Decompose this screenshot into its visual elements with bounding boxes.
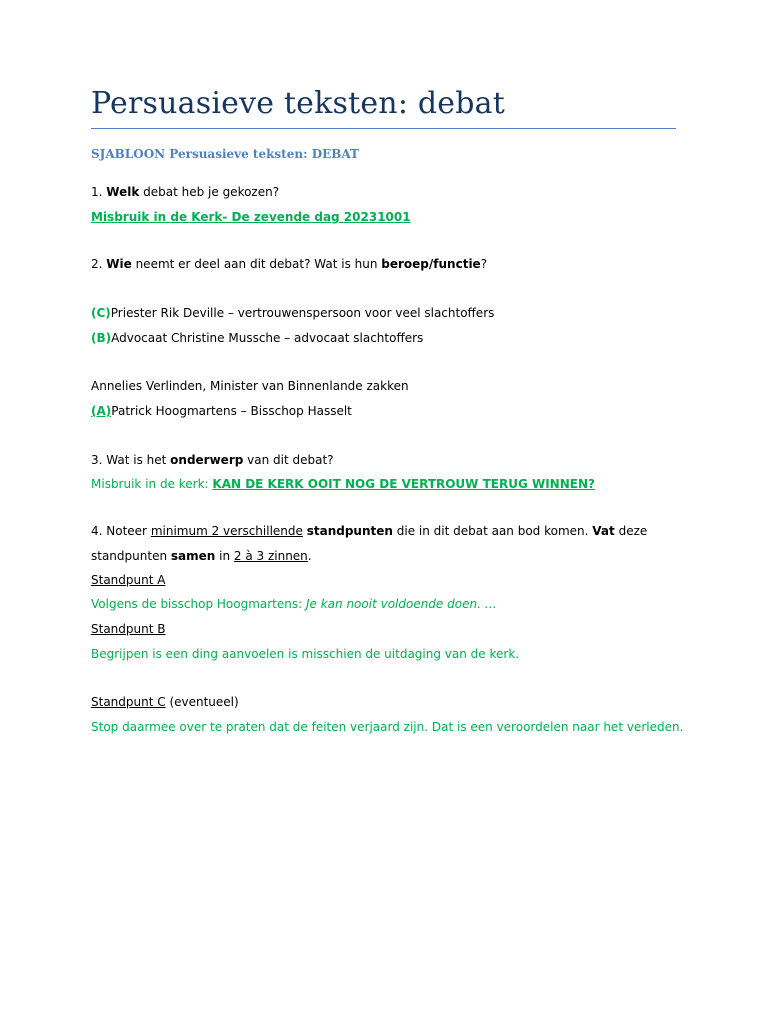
standpunt-a-label: Standpunt A [91,573,166,587]
question-1-keyword: Welk [106,185,140,199]
answer-1: Misbruik in de Kerk- De zevende dag 20231001 [91,210,411,224]
standpunt-c-label: Standpunt C [91,695,166,709]
answer-3-prefix: Misbruik in de kerk: [91,477,213,491]
participant-text: Priester Rik Deville – vertrouwenspersoon voor veel slachtoffers [110,306,495,320]
question-2-keyword-beroep: beroep/functie [381,257,481,271]
question-1-text: debat heb je gekozen? [139,185,280,199]
question-1-number: 1. [91,185,107,199]
participant-b [91,330,423,346]
question-2 [91,256,487,272]
standpunt-a-intro: Volgens de bisschop Hoogmartens: [91,597,306,611]
question-4-line-1 [91,523,647,539]
question-2-keyword-wie: Wie [106,257,132,271]
question-4-line-2 [91,548,312,564]
question-4-text-end: deze [614,524,648,538]
question-1 [91,184,279,200]
participant-a [91,403,352,419]
answer-3 [91,476,595,492]
question-3-text: 3. Wat is het [91,453,171,467]
standpunt-c-heading [91,694,239,710]
question-2-end: ? [480,257,488,271]
standpunt-c-optional: (eventueel) [165,695,239,709]
participant-tag: (C) [91,306,111,320]
question-4-minimum: minimum 2 verschillende [150,524,303,538]
participant-minister [91,378,409,394]
question-3 [91,452,334,468]
question-4-keyword-samen: samen [170,549,216,563]
question-4-keyword-vat: Vat [592,524,615,538]
question-4-line-2-text: standpunten [91,549,171,563]
participant-tag: (B) [91,331,112,345]
question-4-sentence-count: 2 à 3 zinnen [233,549,308,563]
question-3-keyword: onderwerp [170,453,244,467]
question-2-number: 2. [91,257,107,271]
standpunt-c-text: Stop daarmee over te praten dat de feiten verjaard zijn. Dat is een veroordelen naar het verleden. [91,720,684,734]
participant-c [91,305,494,321]
question-4-line-2-mid: in [215,549,234,563]
participant-text: Advocaat Christine Mussche – advocaat slachtoffers [111,331,424,345]
page-title: Persuasieve teksten: debat [91,86,505,121]
standpunt-b-label: Standpunt B [91,622,166,636]
standpunt-a-text [91,596,497,612]
standpunt-a-quote: Je kan nooit voldoende doen. … [305,597,497,611]
question-2-text: neemt er deel aan dit debat? Wat is hun [131,257,382,271]
participant-text: Annelies Verlinden, Minister van Binnenlande zakken [91,379,409,393]
standpunt-b-text: Begrijpen is een ding aanvoelen is misschien de uitdaging van de kerk. [91,647,520,661]
title-divider [91,128,676,129]
question-4-keyword-standpunten: standpunten [306,524,393,538]
participant-text: Patrick Hoogmartens – Bisschop Hasselt [111,404,352,418]
answer-3-question: KAN DE KERK OOIT NOG DE VERTROUW TERUG WINNEN? [212,477,595,491]
question-4-text-mid: die in dit debat aan bod komen. [392,524,593,538]
question-4-line-2-end: . [307,549,312,563]
template-subheading: SJABLOON Persuasieve teksten: DEBAT [91,147,359,161]
participant-tag: (A) [91,404,112,418]
question-4-text: 4. Noteer [91,524,151,538]
question-3-end: van dit debat? [243,453,334,467]
